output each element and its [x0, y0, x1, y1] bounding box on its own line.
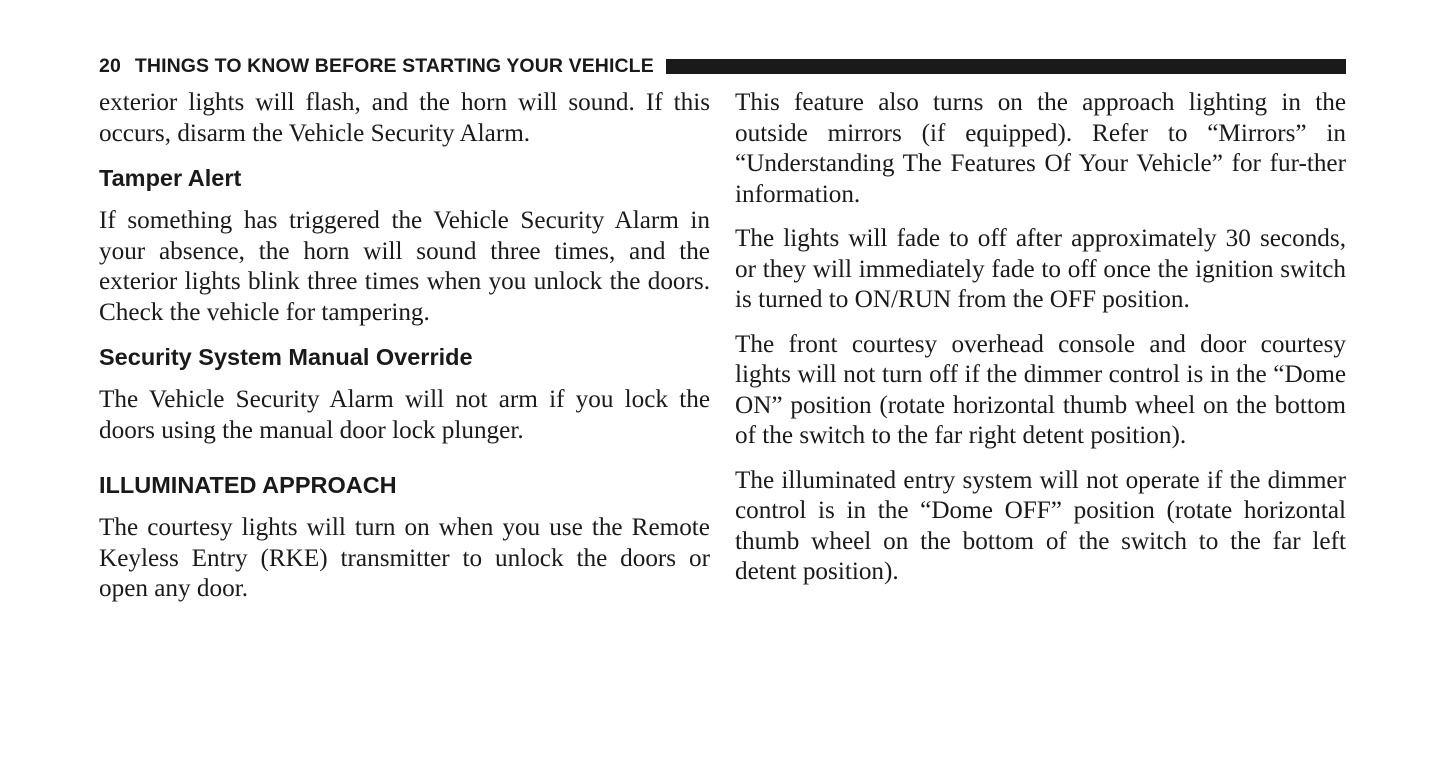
left-column — [99, 88, 710, 619]
illuminated-approach-heading: ILLUMINATED APPROACH — [99, 472, 397, 498]
tamper-alert-heading: Tamper Alert — [99, 165, 242, 191]
illuminated-approach-paragraph: The courtesy lights will turn on when you use the Remote Keyless Entry (RKE) transmitter to unlock the doors or open any door. — [99, 514, 710, 602]
tamper-alert-paragraph: If something has triggered the Vehicle Security Alarm in your absence, the horn will sound three times, and the exterior lights blink three times when you unlock the doors. Check the vehicle for tampering. — [99, 207, 710, 326]
header-rule — [666, 59, 1346, 74]
lights-fade-paragraph: The lights will fade to off after approximately 30 seconds, or they will immediately fade to off once the ignition switch is turned to ON/RUN from the OFF position. — [735, 225, 1346, 313]
intro-paragraph: exterior lights will flash, and the horn will sound. If this occurs, disarm the Vehicle Security Alarm. — [99, 89, 710, 147]
approach-mirrors-paragraph: This feature also turns on the approach lighting in the outside mirrors (if equipped). Refer to “Mirrors” in “Understanding The Features Of Your Vehicle” for fur-ther information. — [735, 89, 1346, 208]
dome-off-paragraph: The illuminated entry system will not operate if the dimmer control is in the “Dome OFF” position (rotate horizontal thumb wheel on the bottom of the switch to the far left detent position). — [735, 466, 1346, 585]
page-number: 20 — [99, 54, 121, 77]
right-column — [735, 88, 1346, 602]
page-header — [99, 54, 1346, 78]
manual-override-heading: Security System Manual Override — [99, 344, 473, 370]
dome-on-paragraph: The front courtesy overhead console and door courtesy lights will not turn off if the dimmer control is in the “Dome ON” position (rotate horizontal thumb wheel on the bottom of the switch to the far right detent position). — [735, 330, 1346, 449]
manual-override-paragraph: The Vehicle Security Alarm will not arm if you lock the doors using the manual door lock plunger. — [99, 386, 710, 444]
running-title: THINGS TO KNOW BEFORE STARTING YOUR VEHICLE — [134, 54, 654, 77]
